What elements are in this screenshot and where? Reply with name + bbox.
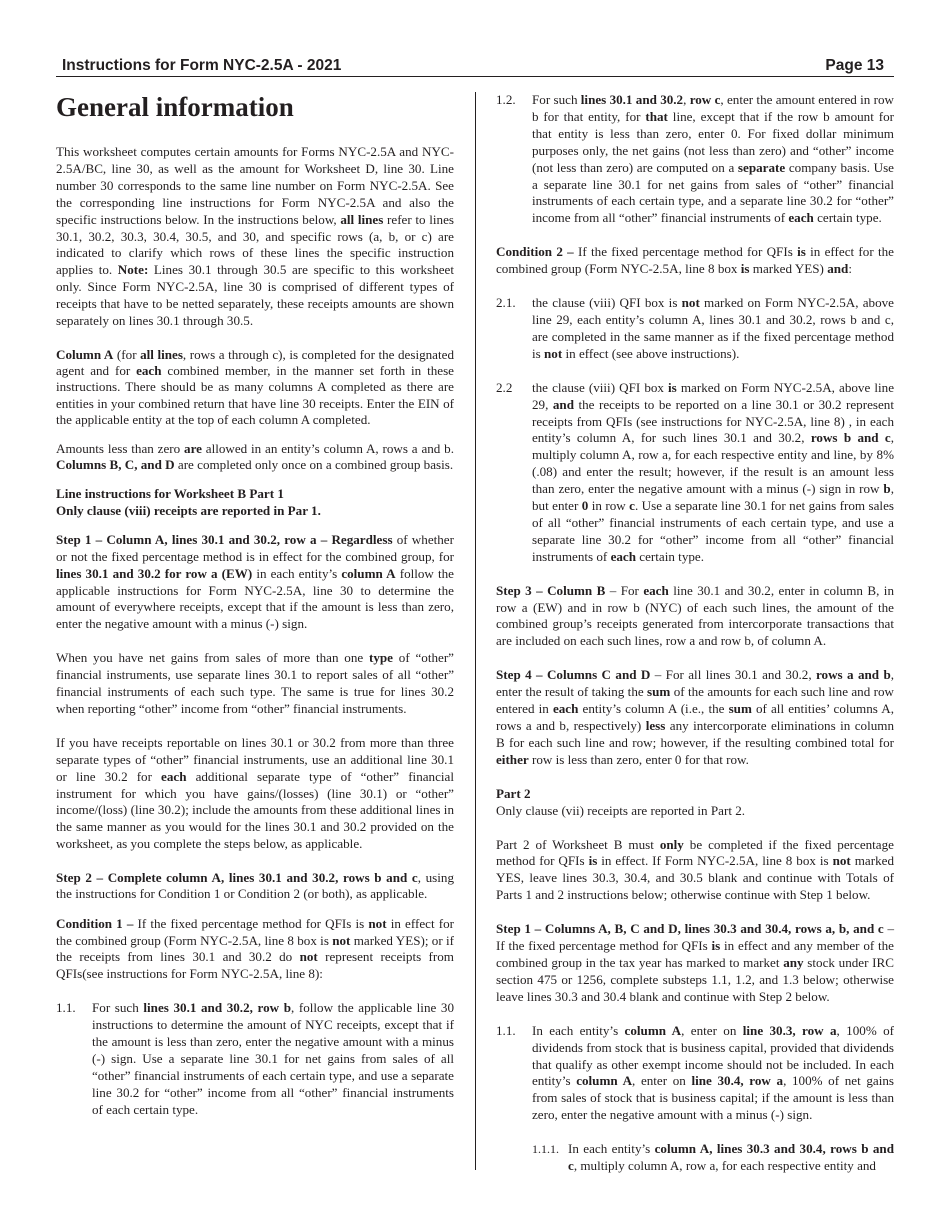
list-item-number: 1.1. [496,1022,516,1038]
list-item-2-1 [496,295,894,363]
paragraph-net-gains-type: When you have net gains from sales of more than one type of “other” financial instruments, use separate lines 30.1 to report sales of all “other” financial instruments of each such type. The same is true for lines 30.2 when reporting “other” income from “other” financial instruments. [56,650,454,716]
list-item-number: 1.2. [496,92,516,107]
header-title: Instructions for Form NYC-2.5A - 2021 [62,57,342,74]
paragraph-step-3: Step 3 – Column B – For each line 30.1 and 30.2, enter in column B, in row a (EW) and in row b (NYC) of each such lines, the amount of the combined group’s receipts generated from intercorporate transactions that are included on each such lines, row a and row b, of column A. [496,582,894,649]
paragraph-step-1: Step 1 – Column A, lines 30.1 and 30.2, row a – Regardless of whether or not the fixed percentage method is in effect for the combined group, for lines 30.1 and 30.2 for row a (EW) in each entity’s column A follow the applicable instructions for Form NYC-2.5A, line 30 to determine the amount of everywhere receipts, except that if the amount is less than zero, enter the negative amount with a minus (-) sign. [56,531,454,632]
list-item-part-2-1-1 [496,1023,894,1124]
list-item-text: the clause (viii) QFI box is not marked on Form NYC-2.5A, above line 29, each entity’s column A, lines 30.1 and 30.2, rows b and c, are completed in the same manner as if the fixed percentage method is not in effect (see above instructions). [532,295,894,361]
paragraph-overview: This worksheet computes certain amounts for Forms NYC-2.5A and NYC-2.5A/BC, line 30, as well as the amount for Worksheet D, line 30. Line number 30 corresponds to the same line number on Form NYC-2.5A. See the corresponding line instructions for Form NYC-2.5A and also the specific instructions below. In the instructions below, all lines refer to lines 30.1, 30.2, 30.3, 30.4, 30.5, and 30, and specific rows (a, b, or c) are indicated to clarify which rows of these lines the specific instruction applies to. Note: Lines 30.1 through 30.5 are specific to this worksheet only. Since Form NYC-2.5A, line 30 is comprised of different types of receipts that have to be netted separately, these receipts amounts are shown separately on lines 30.1 through 30.5. [56,144,455,329]
list-item-text: In each entity’s column A, enter on line 30.3, row a, 100% of dividends from stock that is business capital, provided that dividends that qualify as other exempt income should not be included. In each entity’s column A, enter on line 30.4, row a, 100% of net gains from sales of stock that is business capital; if the amount is less than zero, enter the negative amount with a minus (-) sign. [532,1022,895,1123]
page-header [56,54,894,77]
right-column [496,92,894,1175]
part-2-heading: Part 2 Only clause (vii) receipts are reported in Part 2. [496,785,746,818]
paragraph-amounts-less-than-zero: Amounts less than zero are allowed in an entity’s column A, rows a and b. Columns B, C, and D are completed only once on a combined group basis. [56,440,454,473]
list-item-number: 2.2 [496,379,513,395]
paragraph-part-2-step-1: Step 1 – Columns A, B, C and D, lines 30.3 and 30.4, rows a, b, and c – If the fixed percentage method for QFIs is in effect and any member of the combined group in the tax year has marked to market any stock under IRC section 475 or 1256, complete substeps 1.1, 1.2, and 1.3 below; otherwise leave lines 30.3 and 30.4 blank and continue with Step 2 below. [496,921,894,1004]
list-item-text: For such lines 30.1 and 30.2, row b, follow the applicable line 30 instructions to determine the amount of NYC receipts, except that if the amount is less than zero, enter the negative amount with a minus (-) sign. Use a separate line 30.1 for net gains from sales of all “other” financial instruments of each certain type, and use a separate line 30.2 for “other” income from all “other” financial instruments of each certain type. [92,1000,454,1117]
line-instructions-heading: Line instructions for Worksheet B Part 1 Only clause (viii) receipts are reported in Par 1. [56,486,321,518]
list-item-text: In each entity’s column A, lines 30.3 and 30.4, rows b and c, multiply column A, row a, for each respective entity and [568,1141,894,1174]
page-number: Page 13 [825,57,884,74]
list-item-1-2 [496,92,894,227]
column-divider [475,92,476,1170]
list-item-1-1 [56,1000,454,1118]
list-item-number: 1.1. [56,1000,76,1016]
list-item-text: For such lines 30.1 and 30.2, row c, enter the amount entered in row b for that entity, for that line, except that if the row b amount for that entity is less than zero, enter 0. For fixed dollar minimum purposes only, the net gains (not less than zero) and “other” income (not less than zero) are computed on a separate company basis. Use a separate line 30.1 for net gains from sales of “other” financial instruments of each certain type, and a separate line 30.2 for “other” income from all “other” financial instruments of each certain type. [532,92,894,226]
left-column [56,90,454,1119]
list-item-2-2 [496,380,894,566]
paragraph-condition-1: Condition 1 – If the fixed percentage method for QFIs is not in effect for the combined group (Form NYC-2.5A, line 8 box is not marked YES); or if the receipts from lines 30.1 and 30.2 do not represent receipts from QFIs(see instructions for Form NYC-2.5A, line 8): [56,915,454,982]
paragraph-three-types: If you have receipts reportable on lines 30.1 or 30.2 from more than three separate types of “other” financial instruments, use an additional line 30.1 or line 30.2 for each additional separate type of “other” financial instrument for which you have gains/(losses) (line 30.1) or “other” income/(loss) (line 30.2); include the amounts from these additional lines in the same manner as you would for the lines 30.1 and 30.2 provided on the worksheet, as you complete the steps below, as applicable. [56,734,454,852]
section-heading: General information [56,92,294,122]
list-item-number: 2.1. [496,295,516,311]
paragraph-condition-2: Condition 2 – If the fixed percentage method for QFIs is in effect for the combined group (Form NYC-2.5A, line 8 box is marked YES) and: [496,244,894,277]
paragraph-step-2: Step 2 – Complete column A, lines 30.1 and 30.2, rows b and c, using the instructions for Condition 1 or Condition 2 (or both), as applicable. [56,870,455,902]
paragraph-part-2: Part 2 of Worksheet B must only be completed if the fixed percentage method for QFIs is in effect. If Form NYC-2.5A, line 8 box is not marked YES, leave lines 30.3, 30.4, and 30.5 blank and continue with Totals of Parts 1 and 2 instructions below; otherwise continue with Step 1 below. [496,836,894,903]
paragraph-column-a: Column A (for all lines, rows a through c), is completed for the designated agent and for each combined member, in the manner set forth in these instructions. There should be as many columns A completed as there are entities in your combined return that have line 30 receipts. Enter the EIN of the applicable entity at the top of each column A completed. [56,346,454,427]
list-item-text: the clause (viii) QFI box is marked on Form NYC-2.5A, above line 29, and the receipts to be reported on a line 30.1 or 30.2 represent receipts from QFIs (see instructions for NYC-2.5A, line 8) , in each entity’s column A, for such lines 30.1 and 30.2, rows b and c, multiply column A, row a, for each respective entity and line, by 8% (.08) and enter the result; however, if the result is an amount less than zero, enter the negative amount with a minus (-) sign in row b, but enter 0 in row c. Use a separate line 30.1 for net gains from sales of all “other” financial instruments of each certain type, and use a separate line 30.2 for “other” income from all “other” financial instruments of each certain type. [532,379,895,564]
paragraph-step-4: Step 4 – Columns C and D – For all lines 30.1 and 30.2, rows a and b, enter the result of taking the sum of the amounts for each such line and row entered in each entity’s column A (i.e., the sum of all entities’ columns A, rows a and b, respectively) less any intercorporate eliminations in column B for each such line and row; however, if the resulting combined total for either row is less than zero, enter 0 for that row. [496,667,895,767]
list-item-number: 1.1.1. [532,1142,559,1157]
list-item-part-2-1-1-1 [532,1141,894,1175]
